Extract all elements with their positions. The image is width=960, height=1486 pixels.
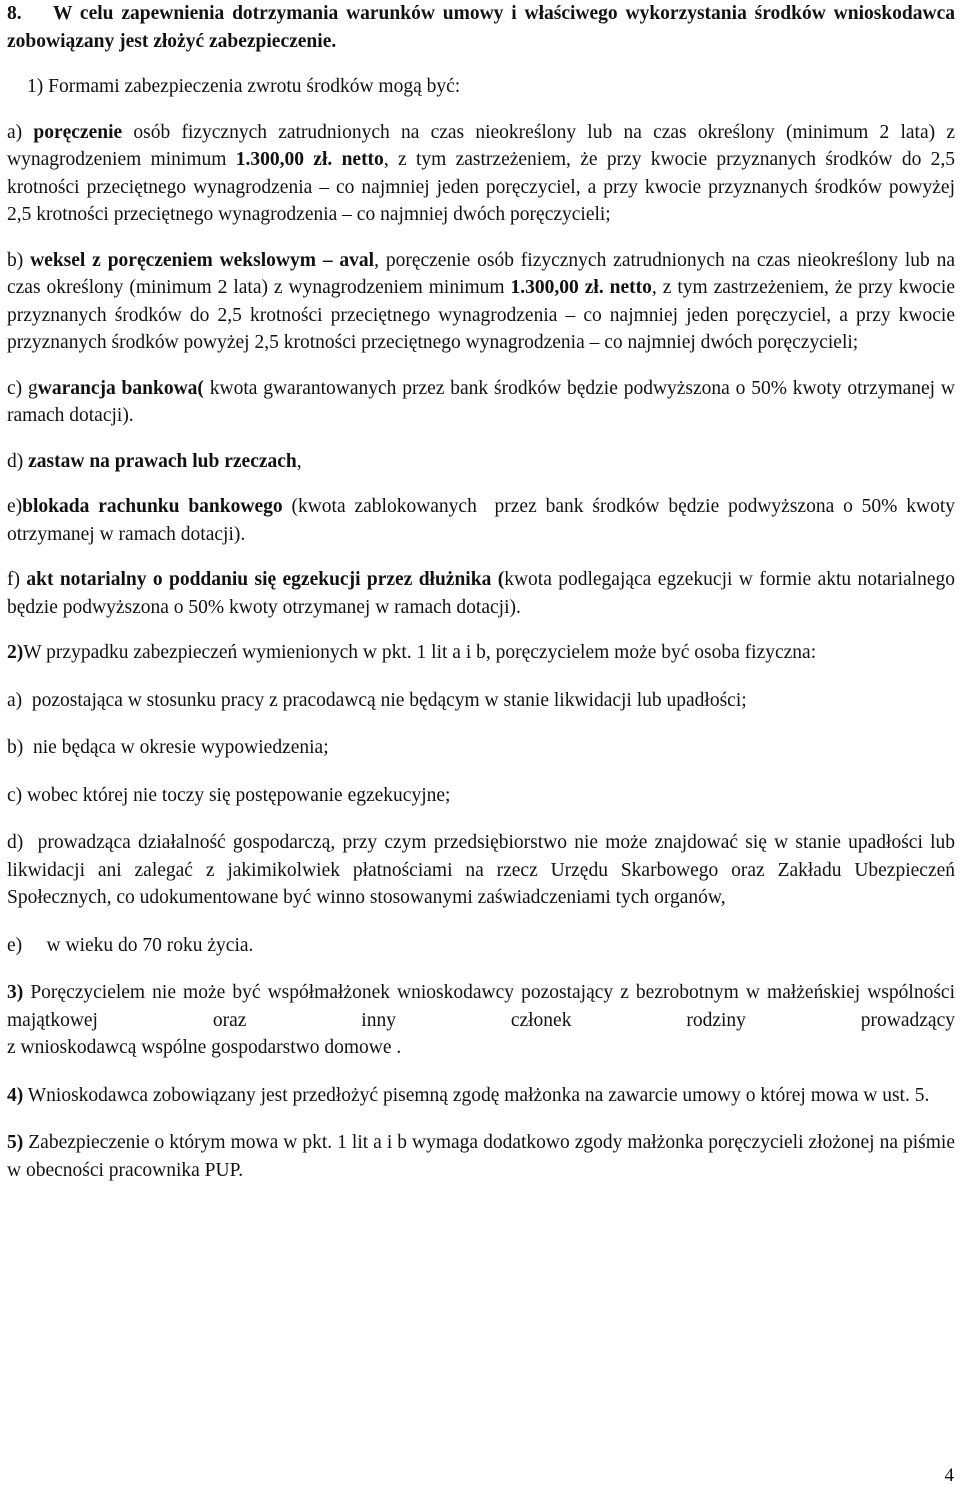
point-4-number: 4) (7, 1084, 24, 1106)
point-2c-item: c) wobec której nie toczy się postępowanie egzekucyjne; (7, 784, 451, 806)
point-1-heading: 1) Formami zabezpieczenia zwrotu środków mogą być: (27, 76, 461, 97)
point-2-paragraph: 2)W przypadku zabezpieczeń wymienionych w pkt. 1 lit a i b, poręczycielem może być osoba fizyczna: (7, 642, 817, 663)
point-3-paragraph: 3) Poręczycielem nie może być współmałżonek wnioskodawcy pozostający z bezrobotnym w małżeńskiej wspólności majątkowej oraz inny członek rodziny prowadzący (7, 982, 955, 1031)
document-page (7, 0, 960, 1184)
point-1d-term: zastaw na prawach lub rzeczach (28, 450, 297, 472)
point-2d-item: d) prowadząca działalność gospodarczą, przy czym przedsiębiorstwo nie może znajdować się w stanie upadłości lub likwidacji ani zalegać z jakimikolwiek płatnościami na rzecz Urzędu Skarbowego oraz Zakładu Ubezpieczeń Społecznych, co udokumentowane być winno stosowanymi zaświadczeniami tych organów, (7, 832, 960, 908)
point-1b-paragraph: b) weksel z poręczeniem wekslowym – aval, poręczenie osób fizycznych zatrudnionych na czas nieokreślony lub na czas określony (minimum 2 lata) z wynagrodzeniem minimum 1.300,00 zł. netto, z tym zastrzeżeniem, że przy kwocie przyznanych środków do 2,5 krotności przeciętnego wynagrodzenia – co najmniej jeden poręczyciel, a przy kwocie przyznanych środków powyżej 2,5 krotności przeciętnego wynagrodzenia – co najmniej dwóch poręczycieli; (7, 249, 956, 353)
section-8-number: 8. (7, 3, 22, 24)
point-1b-term: weksel z poręczeniem wekslowym – aval (30, 249, 375, 271)
page-number: 4 (944, 1465, 954, 1486)
section-8-heading (7, 0, 955, 55)
point-5-paragraph: 5) Zabezpieczenie o którym mowa w pkt. 1 lit a i b wymaga dodatkowo zgody małżonka poręczycieli złożonej na piśmie w obecności pracownika PUP. (7, 1132, 955, 1181)
section-8-title: W celu zapewnienia dotrzymania warunków umowy i właściwego wykorzystania środków wnioskodawca zobowiązany jest złożyć zabezpieczenie. (7, 3, 955, 52)
point-1c-paragraph: c) gwarancja bankowa( kwota gwarantowanych przez bank środków będzie podwyższona o 50% kwoty otrzymanej w ramach dotacji). (7, 377, 956, 426)
point-1d-paragraph: d) zastaw na prawach lub rzeczach, (7, 450, 302, 472)
point-1f-paragraph: f) akt notarialny o poddaniu się egzekucji przez dłużnika (kwota podlegająca egzekucji w formie aktu notarialnego będzie podwyższona o 50% kwoty otrzymanej w ramach dotacji). (7, 569, 955, 618)
point-1b-amount: 1.300,00 zł. netto (510, 277, 652, 298)
point-4-paragraph: 4) Wnioskodawca zobowiązany jest przedłożyć pisemną zgodę małżonka na zawarcie umowy o której mowa w ust. 5. (7, 1084, 930, 1106)
point-2e-item: e) w wieku do 70 roku życia. (7, 934, 254, 956)
point-1a-paragraph: a) poręczenie osób fizycznych zatrudnionych na czas nieokreślony lub na czas określony (minimum 2 lata) z wynagrodzeniem minimum 1.300,00 zł. netto, z tym zastrzeżeniem, że przy kwocie przyznanych środków do 2,5 krotności przeciętnego wynagrodzenia – co najmniej jeden poręczyciel, a przy kwocie przyznanych środków powyżej 2,5 krotności przeciętnego wynagrodzenia – co najmniej dwóch poręczycieli; (7, 121, 955, 225)
point-3-paragraph-end: z wnioskodawcą wspólne gospodarstwo domowe . (7, 1037, 402, 1058)
point-1e-term: blokada rachunku bankowego (22, 496, 283, 517)
point-2a-item: a) pozostająca w stosunku pracy z pracodawcą nie będącym w stanie likwidacji lub upadłości; (7, 689, 747, 711)
point-1c-term: warancja bankowa( (37, 377, 204, 399)
point-2-number: 2) (7, 642, 24, 663)
point-1a-term: poręczenie (33, 121, 123, 143)
point-1f-term: akt notarialny o poddaniu się egzekucji przez dłużnika ( (26, 569, 505, 590)
point-3-number: 3) (7, 982, 24, 1003)
point-2b-item: b) nie będąca w okresie wypowiedzenia; (7, 737, 329, 758)
point-5-number: 5) (7, 1132, 24, 1153)
point-1a-amount: 1.300,00 zł. netto (235, 149, 384, 170)
point-1e-paragraph: e)blokada rachunku bankowego (kwota zablokowanych przez bank środków będzie podwyższona o 50% kwoty otrzymanej w ramach dotacji). (7, 496, 960, 545)
